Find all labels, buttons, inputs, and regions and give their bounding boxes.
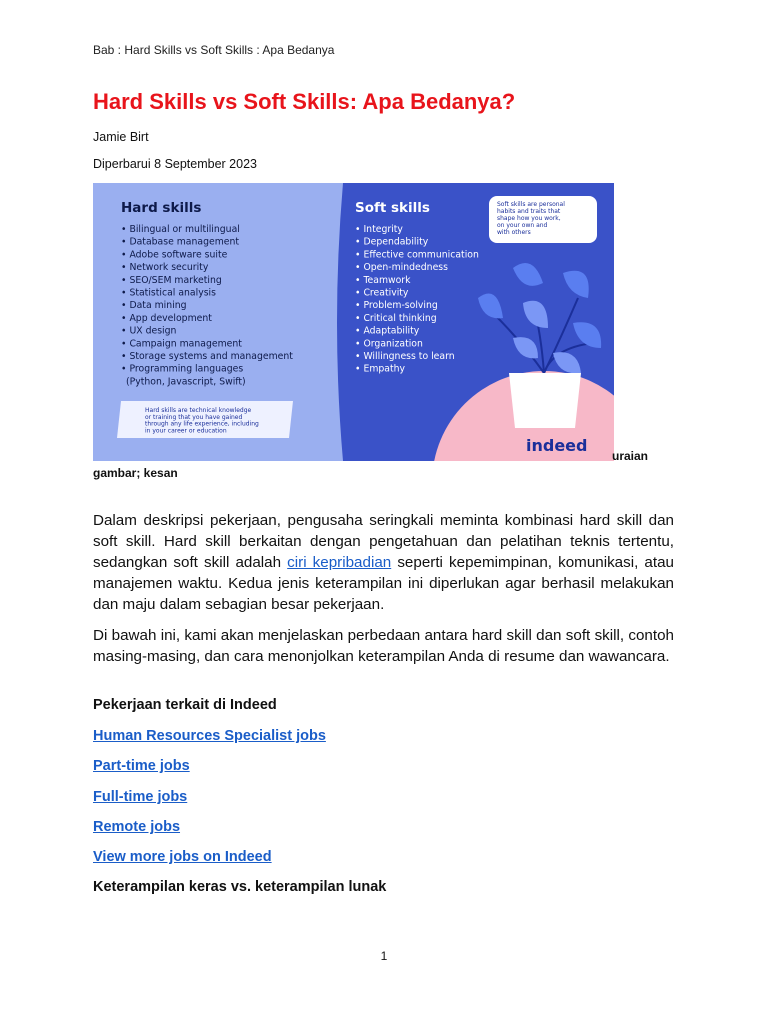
hard-skills-heading: Hard skills	[121, 200, 202, 216]
hard-note-line: in your career or education	[145, 427, 227, 435]
soft-skill-item: • Open-mindedness	[355, 262, 448, 274]
remote-jobs-link[interactable]: Remote jobs	[93, 819, 181, 835]
view-more-jobs-link[interactable]: View more jobs on Indeed	[93, 849, 272, 865]
hard-note-line: or training that you have gained	[145, 413, 243, 421]
paragraph-intro-text-end: seperti kepemimpinan, komunikasi, atau manajemen waktu. Kedua jenis keterampilan ini diperlukan agar berhasil melakukan dan maju dalam sebagian besar pekerjaan.	[93, 554, 674, 613]
hard-skill-item: • Storage systems and management	[121, 351, 293, 362]
hard-skill-item: • App development	[121, 312, 212, 324]
soft-skill-item: • Adaptability	[355, 325, 420, 337]
soft-note-line: shape how you work,	[497, 215, 561, 222]
soft-skill-item: • Willingness to learn	[355, 351, 455, 362]
hard-note-line: Hard skills are technical knowledge	[145, 407, 252, 414]
hard-skill-item: • Network security	[121, 262, 209, 274]
hard-skill-item: • UX design	[121, 325, 177, 337]
related-jobs-heading: Pekerjaan terkait di Indeed	[93, 697, 277, 713]
hard-skill-item: • SEO/SEM marketing	[121, 274, 222, 286]
page-number: 1	[380, 949, 388, 963]
page-header: Bab : Hard Skills vs Soft Skills : Apa Bedanya	[93, 43, 335, 57]
soft-skill-item: • Organization	[355, 338, 423, 350]
paragraph-intro-text: Dalam deskripsi pekerjaan, pengusaha seringkali meminta kombinasi hard skill dan soft skill. Hard skill berkaitan dengan pengetahuan dan pelatihan teknis tertentu, sedangkan soft skill adalah	[93, 512, 674, 571]
figure-caption: uraian	[612, 449, 649, 463]
hard-skill-item: • Programming languages	[121, 363, 244, 375]
soft-skill-item: • Teamwork	[355, 274, 411, 286]
soft-note-line: with others	[497, 229, 531, 236]
part-time-jobs-link[interactable]: Part-time jobs	[93, 758, 190, 774]
soft-skill-item: • Dependability	[355, 236, 429, 248]
hard-skill-item: • Statistical analysis	[121, 287, 216, 299]
indeed-logo: indeed	[526, 436, 588, 455]
author: Jamie Birt	[93, 130, 149, 144]
paragraph-overview: Di bawah ini, kami akan menjelaskan perbedaan antara hard skill dan soft skill, contoh masing-masing, dan cara menonjolkan keterampilan Anda di resume dan wawancara.	[93, 627, 674, 665]
plant-pot	[509, 373, 581, 428]
updated-date: Diperbarui 8 September 2023	[93, 157, 257, 171]
soft-note-line: Soft skills are personal	[497, 201, 565, 208]
hard-skill-item: • Adobe software suite	[121, 249, 228, 261]
human-resources-jobs-link[interactable]: Human Resources Specialist jobs	[93, 728, 326, 744]
soft-skill-item: • Empathy	[355, 363, 406, 375]
soft-skill-item: • Integrity	[355, 224, 403, 235]
hard-note-line: through any life experience, including	[145, 420, 259, 428]
soft-skill-item: • Effective communication	[355, 249, 479, 261]
soft-skill-item: • Creativity	[355, 287, 409, 299]
soft-note-line: on your own and	[497, 222, 548, 229]
soft-skill-item: • Problem-solving	[355, 300, 438, 312]
full-time-jobs-link[interactable]: Full-time jobs	[93, 789, 188, 805]
hard-skill-item: (Python, Javascript, Swift)	[126, 376, 246, 388]
hard-skill-item: • Campaign management	[121, 338, 242, 350]
skills-infographic	[93, 183, 614, 461]
soft-skill-item: • Critical thinking	[355, 312, 437, 324]
ciri-kepribadian-link[interactable]: ciri kepribadian	[287, 554, 392, 571]
figure-caption-continued: gambar; kesan	[93, 466, 178, 480]
section-heading: Keterampilan keras vs. keterampilan lunak	[93, 879, 387, 895]
page-title: Hard Skills vs Soft Skills: Apa Bedanya?	[93, 89, 516, 114]
hard-skill-item: • Database management	[121, 236, 240, 248]
paragraph-intro	[93, 510, 674, 615]
hard-skill-item: • Data mining	[121, 300, 187, 312]
soft-skills-heading: Soft skills	[355, 200, 430, 216]
soft-note-line: habits and traits that	[497, 208, 561, 215]
hard-skill-item: • Bilingual or multilingual	[121, 224, 240, 235]
